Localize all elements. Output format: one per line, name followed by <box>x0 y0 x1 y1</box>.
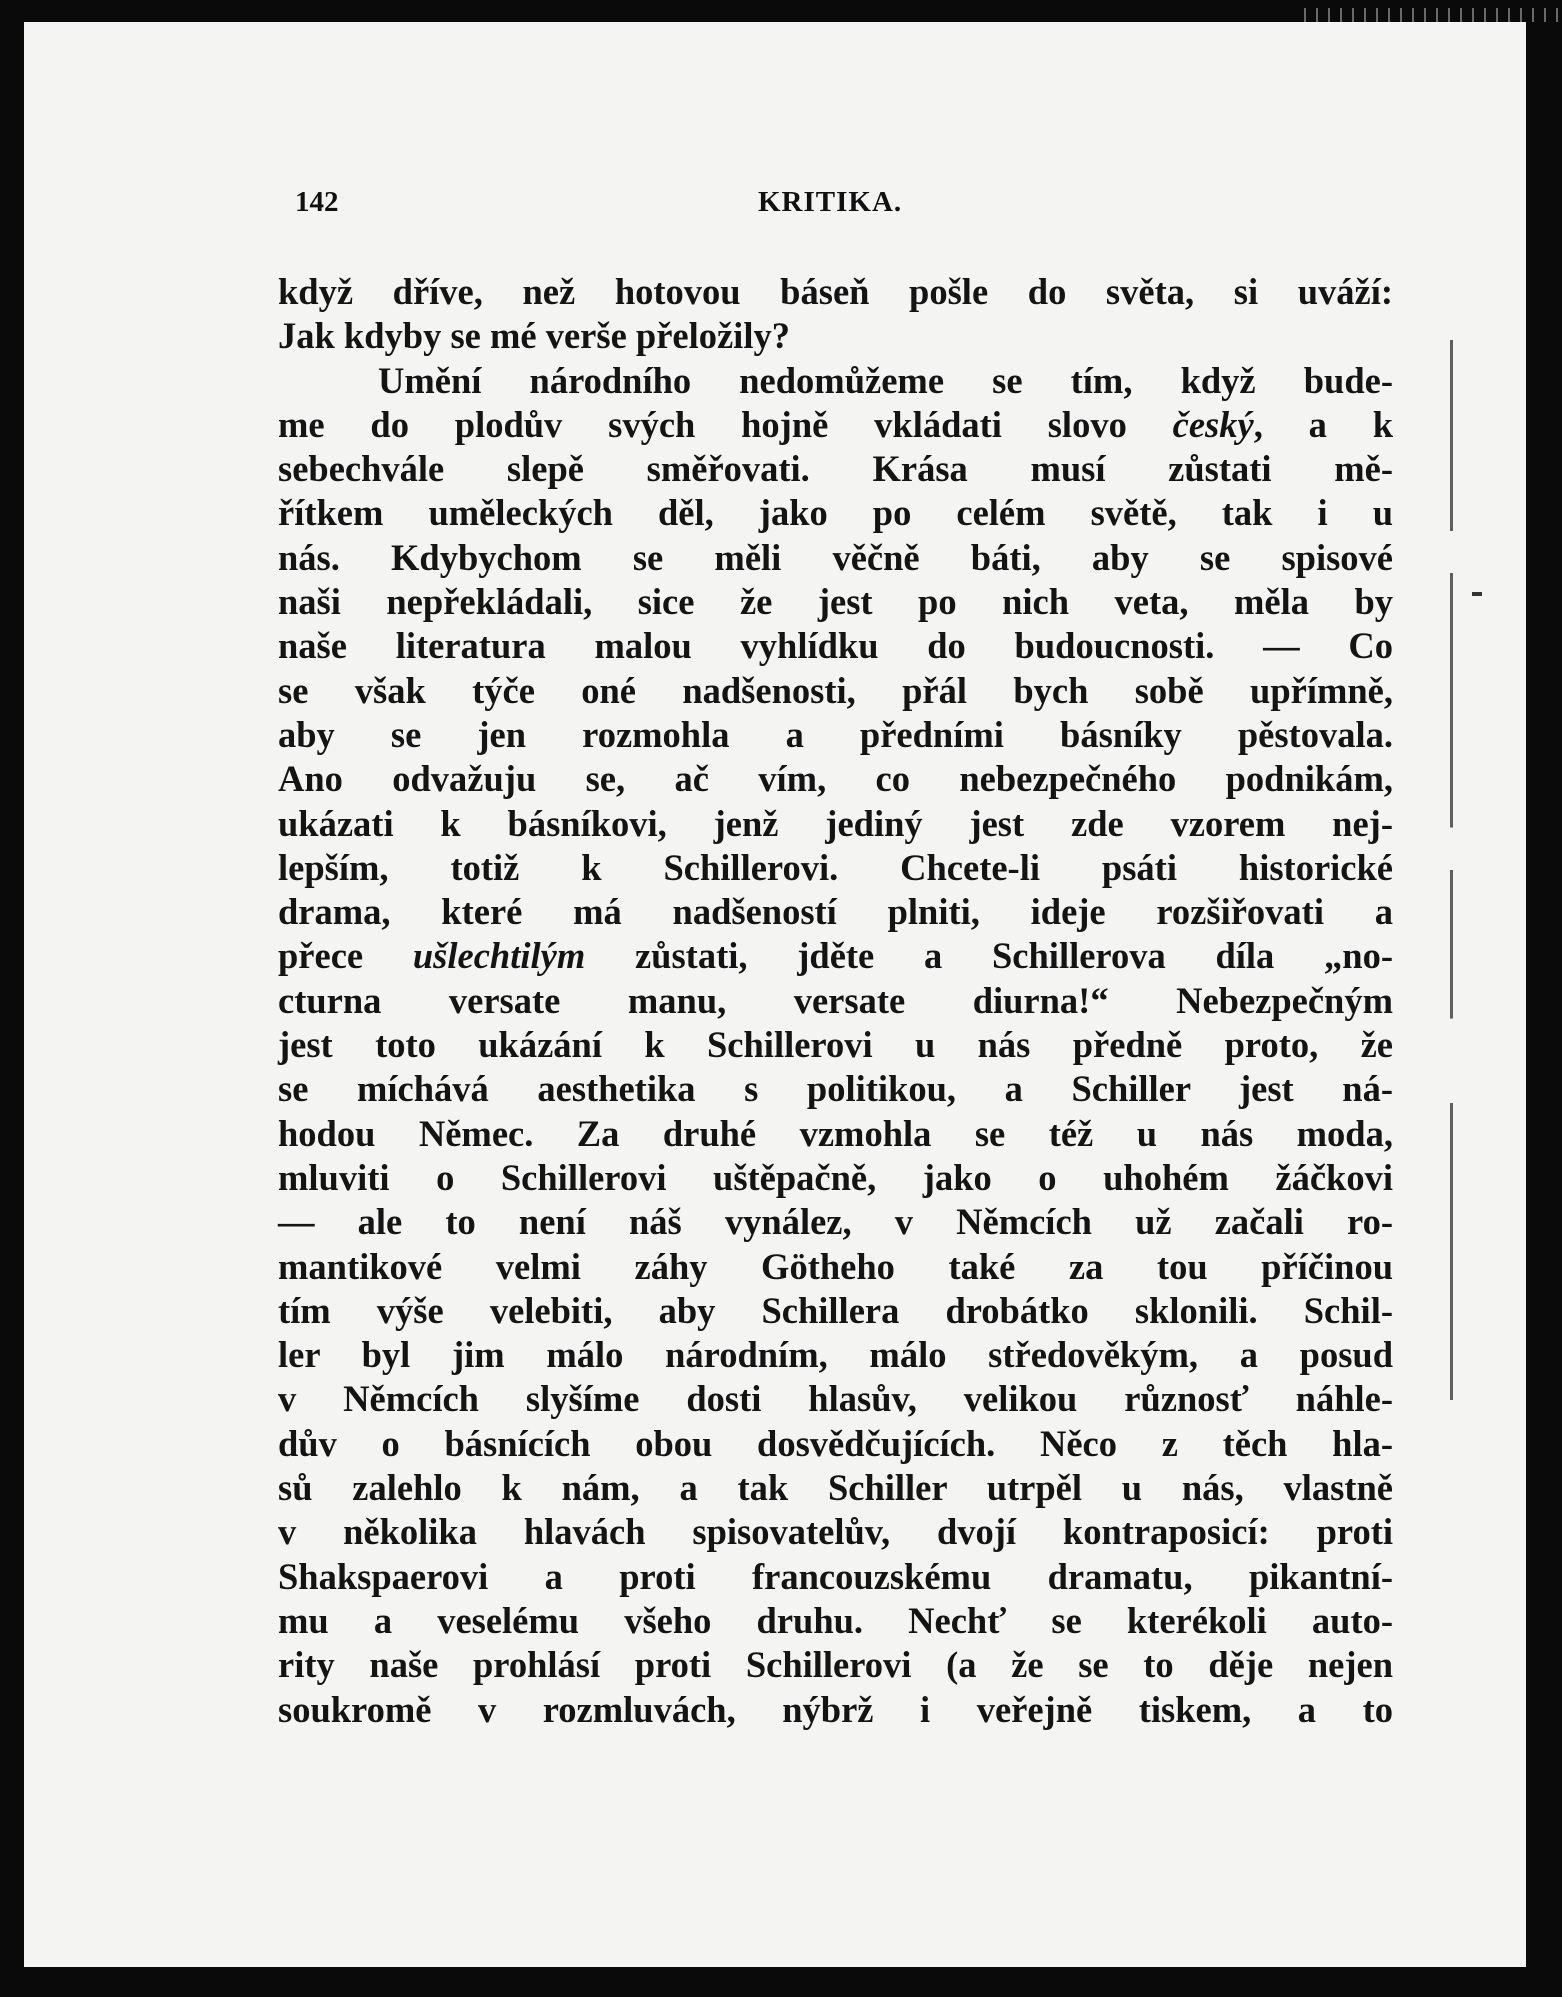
text-line: Shakspaerovi a proti francouzskému dramatu, pikantní- <box>278 1555 1393 1597</box>
text-line: ler byl jim málo národním, málo středověkým, a posud <box>278 1334 1393 1376</box>
scan-edge-strip <box>1300 8 1562 22</box>
text-line: sů zalehlo k nám, a tak Schiller utrpěl u nás, vlastně <box>278 1467 1393 1509</box>
margin-edge-line <box>1450 340 1453 1400</box>
text-line: hodou Němec. Za druhé vzmohla se též u nás moda, <box>278 1112 1393 1154</box>
text-line: naše literatura malou vyhlídku do budoucnosti. — Co <box>278 625 1393 667</box>
text-fragment: me do plodův svých hojně vkládati slovo <box>278 403 1127 445</box>
text-line: drama, které má nadšeností plniti, ideje rozšiřovati a <box>278 891 1393 933</box>
text-line: řítkem uměleckých děl, jako po celém světě, tak i u <box>278 492 1393 534</box>
text-line: tím výše velebiti, aby Schillera drobátko sklonili. Schil- <box>278 1289 1393 1331</box>
text-line: se míchává aesthetika s politikou, a Schiller jest ná- <box>278 1068 1393 1110</box>
body-text <box>278 270 1393 1732</box>
text-line: lepším, totiž k Schillerovi. Chcete-li psáti historické <box>278 846 1393 888</box>
text-line <box>278 934 1393 978</box>
text-line: dův o básnících obou dosvědčujících. Něco z těch hla- <box>278 1422 1393 1464</box>
text-fragment: zůstati, jděte a Schillerova díla „no- <box>634 935 1393 977</box>
text-fragment: , a k <box>1253 403 1393 445</box>
text-line: sebechvále slepě směřovati. Krása musí zůstati mě- <box>278 448 1393 490</box>
page-number: 142 <box>295 186 339 218</box>
text-line: mluviti o Schillerovi uštěpačně, jako o uhohém žáčkovi <box>278 1156 1393 1198</box>
text-line: rity naše prohlásí proti Schillerovi (a že se to děje nejen <box>278 1644 1393 1686</box>
page-header <box>295 186 1375 226</box>
text-line: se však týče oné nadšenosti, přál bych sobě upřímně, <box>278 669 1393 711</box>
text-line: mantikové velmi záhy Götheho také za tou příčinou <box>278 1245 1393 1287</box>
text-line: Ano odvažuju se, ač vím, co nebezpečného podnikám, <box>278 758 1393 800</box>
text-line: když dříve, než hotovou báseň pošle do světa, si uváží: <box>278 271 1393 312</box>
text-line: Jak kdyby se mé verše přeložily? <box>278 315 790 357</box>
text-line: soukromě v rozmluvách, nýbrž i veřejně tiskem, a to <box>278 1688 1393 1730</box>
running-head: KRITIKA. <box>758 186 903 218</box>
text-line: aby se jen rozmohla a předními básníky pěstovala. <box>278 713 1393 755</box>
text-line: nás. Kdybychom se měli věčně báti, aby se spisové <box>278 536 1393 578</box>
text-line: v Němcích slyšíme dosti hlasův, velikou různosť náhle- <box>278 1378 1393 1420</box>
text-line: ukázati k básníkovi, jenž jediný jest zde vzorem nej- <box>278 802 1393 844</box>
text-line: v několika hlavách spisovatelův, dvojí kontraposicí: proti <box>278 1511 1393 1553</box>
text-line: naši nepřekládali, sice že jest po nich veta, měla by <box>278 581 1393 623</box>
emphasis-word: český <box>1172 403 1254 445</box>
text-line <box>278 403 1393 447</box>
emphasis-word: ušlechtilým <box>412 935 586 977</box>
text-line: — ale to není náš vynález, v Němcích už začali ro- <box>278 1201 1393 1243</box>
text-line: cturna versate manu, versate diurna!“ Nebezpečným <box>278 979 1393 1021</box>
text-line: mu a veselému všeho druhu. Nechť se kterékoli auto- <box>278 1599 1393 1641</box>
text-line: Umění národního nedomůžeme se tím, když bude- <box>378 359 1393 401</box>
text-fragment: přece <box>278 935 364 977</box>
margin-edge-mark <box>1472 592 1482 596</box>
text-line: jest toto ukázání k Schillerovi u nás předně proto, že <box>278 1024 1393 1066</box>
